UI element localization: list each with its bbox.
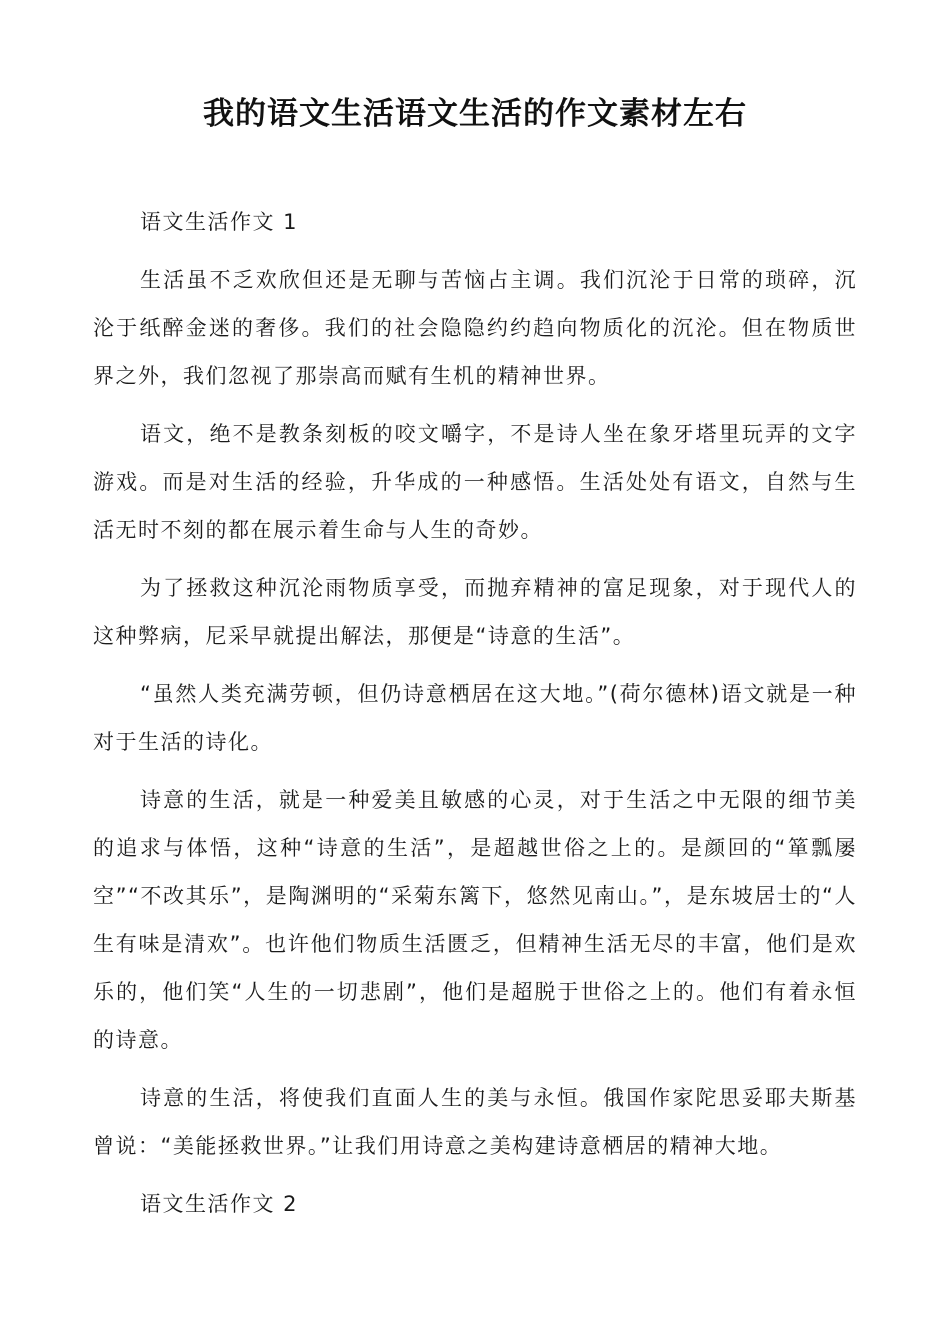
paragraph: 诗意的生活，就是一种爱美且敏感的心灵，对于生活之中无限的细节美的追求与体悟，这种“诗意的生活”，是超越世俗之上的。是颜回的“箪瓢屡空”“不改其乐”，是陶渊明的“采菊东篱下，悠然见南山。”，是东坡居士的“人生有味是清欢”。也许他们物质生活匮乏，但精神生活无尽的丰富，他们是欢乐的，他们笑“人生的一切悲剧”，他们是超脱于世俗之上的。他们有着永恒的诗意。	[93, 788, 857, 1052]
document-title: 我的语文生活语文生活的作文素材左右	[203, 96, 747, 132]
paragraph: 诗意的生活，将使我们直面人生的美与永恒。俄国作家陀思妥耶夫斯基曾说：“美能拯救世界。”让我们用诗意之美构建诗意栖居的精神大地。	[93, 1086, 857, 1158]
document-body	[93, 198, 857, 1238]
section-heading-2: 语文生活作文 2	[140, 1192, 299, 1216]
paragraph: “虽然人类充满劳顿，但仍诗意栖居在这大地。”(荷尔德林)语文就是一种对于生活的诗化。	[93, 682, 857, 754]
paragraph: 语文，绝不是教条刻板的咬文嚼字，不是诗人坐在象牙塔里玩弄的文字游戏。而是对生活的经验，升华成的一种感悟。生活处处有语文，自然与生活无时不刻的都在展示着生命与人生的奇妙。	[93, 422, 857, 542]
section-heading-1: 语文生活作文 1	[140, 210, 299, 234]
paragraph: 生活虽不乏欢欣但还是无聊与苦恼占主调。我们沉沦于日常的琐碎，沉沦于纸醉金迷的奢侈。我们的社会隐隐约约趋向物质化的沉沦。但在物质世界之外，我们忽视了那崇高而赋有生机的精神世界。	[93, 268, 857, 388]
paragraph: 为了拯救这种沉沦雨物质享受，而抛弃精神的富足现象，对于现代人的这种弊病，尼采早就提出解法，那便是“诗意的生活”。	[93, 576, 857, 648]
